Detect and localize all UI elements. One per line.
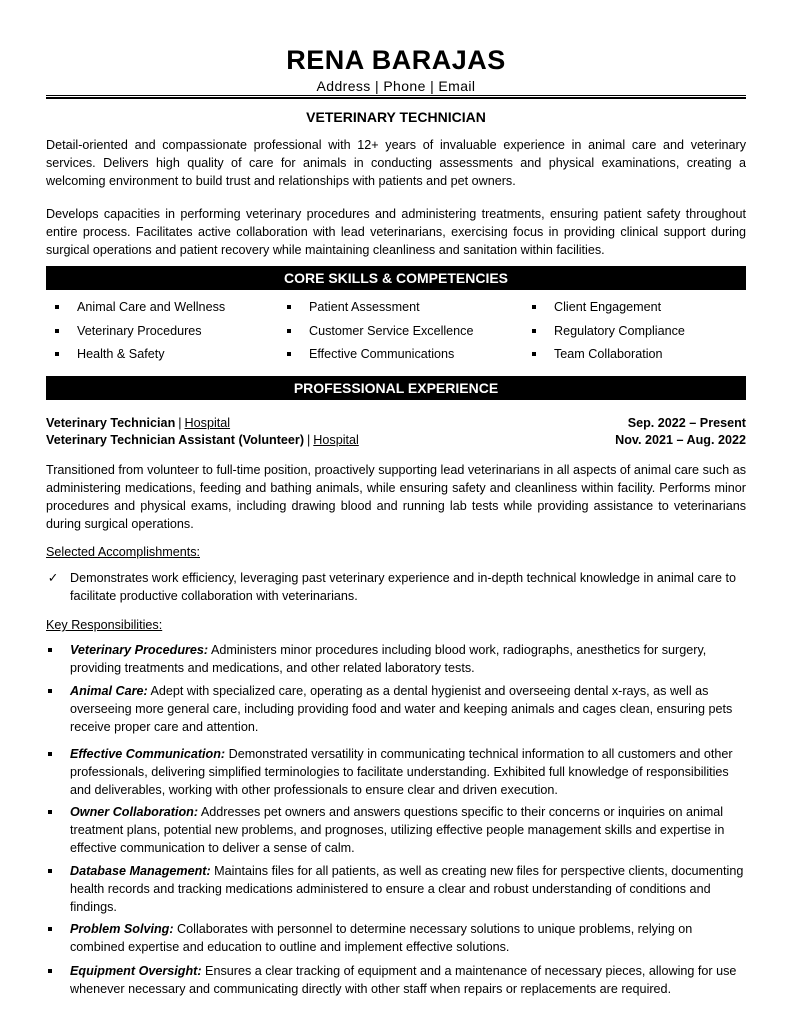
responsibilities-heading: Key Responsibilities: bbox=[46, 618, 163, 632]
position-dates: Nov. 2021 – Aug. 2022 bbox=[615, 433, 746, 447]
position-separator: | bbox=[307, 433, 311, 447]
responsibility-text: Maintains files for all patients, as well as creating new files for perspective clients, documenting health records and tracking medications administered to ensure a clear and robust understanding of conditions and findings. bbox=[70, 864, 744, 914]
bullet-square-icon bbox=[55, 329, 59, 333]
responsibility-item bbox=[70, 862, 746, 916]
responsibility-item bbox=[70, 682, 746, 736]
skill-item: Patient Assessment bbox=[309, 299, 420, 315]
responsibility-text: Administers minor procedures including blood work, radiographs, anesthetics for surgery, providing treatments and medications, and other related laboratory tests. bbox=[70, 643, 707, 675]
job-headline: VETERINARY TECHNICIAN bbox=[306, 109, 486, 125]
responsibility-lead: Problem Solving: bbox=[70, 922, 174, 936]
experience-description: Transitioned from volunteer to full-time position, proactively supporting lead veterinarians in all aspects of animal care such as administering medications, feeding and bathing animals, while ensuring safety and cleanliness within facility. Performs minor procedures and physical exams, including drawing blood and running lab tests while providing assistance to veterinarians during surgical operations. bbox=[46, 463, 746, 531]
responsibility-item bbox=[70, 745, 746, 799]
header-divider-thick bbox=[46, 97, 746, 99]
header-divider-thin bbox=[46, 95, 746, 96]
bullet-square-icon bbox=[55, 352, 59, 356]
responsibility-lead: Veterinary Procedures: bbox=[70, 643, 209, 657]
skill-item: Team Collaboration bbox=[554, 346, 663, 362]
responsibility-text: Addresses pet owners and answers questions specific to their concerns or inquiries on animal treatment plans, potential new problems, and prognoses, utilizing effective people management skills and expertise in effective communication to deliver a sense of calm. bbox=[70, 805, 725, 855]
responsibility-item bbox=[70, 641, 746, 677]
responsibility-item bbox=[70, 962, 746, 998]
responsibility-text: Collaborates with personnel to determine necessary solutions to unique problems, relying on combined expertise and education to outline and implement effective solutions. bbox=[70, 922, 693, 954]
skill-item: Regulatory Compliance bbox=[554, 323, 685, 339]
skill-item: Client Engagement bbox=[554, 299, 661, 315]
summary-paragraph-2: Develops capacities in performing veterinary procedures and administering treatments, ensuring patient safety throughout entire process. Facilitates active collaboration with lead veterinarians, exercising focus in providing clinical support during surgical operations and patient recovery while maintaining cleanliness and sanitation within facilities. bbox=[46, 207, 746, 257]
bullet-square-icon bbox=[287, 329, 291, 333]
accomplishment-item: ✓ Demonstrates work efficiency, leveraging past veterinary experience and in-depth technical knowledge in animal care to facilitate productive collaboration with veterinarians. bbox=[47, 571, 736, 603]
contact-line: Address | Phone | Email bbox=[316, 78, 476, 94]
responsibility-item bbox=[70, 803, 746, 857]
employer-name: Hospital bbox=[313, 433, 359, 447]
experience-section-header: PROFESSIONAL EXPERIENCE bbox=[46, 376, 746, 400]
responsibility-lead: Equipment Oversight: bbox=[70, 964, 202, 978]
responsibility-text: Adept with specialized care, operating as a dental hygienist and overseeing dental x-rays, as well as overseeing more general care, including providing food and water and keeping animals and cages clean, ensuring pets receive proper care and attention. bbox=[70, 684, 733, 734]
bullet-square-icon bbox=[532, 352, 536, 356]
skill-item: Effective Communications bbox=[309, 346, 454, 362]
employer-name: Hospital bbox=[184, 416, 231, 430]
bullet-square-icon bbox=[287, 352, 291, 356]
bullet-square-icon bbox=[532, 305, 536, 309]
bullet-square-icon bbox=[55, 305, 59, 309]
position-row bbox=[46, 432, 746, 448]
bullet-square-icon bbox=[48, 869, 52, 873]
summary-paragraph-1: Detail-oriented and compassionate professional with 12+ years of invaluable experience in animal care and veterinary services. Delivers high quality of care for animals in conducting assessments and physical examinations, creating a welcoming environment to build trust and relationships with patients and pet owners. bbox=[46, 138, 746, 188]
candidate-name: RENA BARAJAS bbox=[286, 45, 506, 75]
responsibility-lead: Effective Communication: bbox=[70, 747, 226, 761]
skill-item: Veterinary Procedures bbox=[77, 323, 202, 339]
skill-item: Customer Service Excellence bbox=[309, 323, 473, 339]
bullet-square-icon bbox=[532, 329, 536, 333]
bullet-square-icon bbox=[48, 648, 52, 652]
bullet-square-icon bbox=[48, 927, 52, 931]
position-row bbox=[46, 415, 746, 431]
position-title: Veterinary Technician bbox=[46, 416, 176, 430]
responsibility-lead: Animal Care: bbox=[70, 684, 148, 698]
skill-item: Health & Safety bbox=[77, 346, 165, 362]
bullet-square-icon bbox=[287, 305, 291, 309]
skills-section-header: CORE SKILLS & COMPETENCIES bbox=[46, 266, 746, 290]
responsibility-item bbox=[70, 920, 746, 956]
bullet-square-icon bbox=[48, 969, 52, 973]
responsibility-text: Demonstrated versatility in communicating technical information to all customers and other professionals, delivering simplified terminologies to facilitate understanding. Exhibited full knowledge of responsibilities and deliverables, working with other professionals to ensure clear and driven execution. bbox=[70, 747, 733, 797]
accomplishments-heading: Selected Accomplishments: bbox=[46, 545, 200, 559]
bullet-square-icon bbox=[48, 752, 52, 756]
position-title: Veterinary Technician Assistant (Volunteer) bbox=[46, 433, 305, 447]
checkmark-icon: ✓ bbox=[47, 571, 59, 585]
position-separator: | bbox=[178, 416, 182, 430]
skill-item: Animal Care and Wellness bbox=[77, 299, 225, 315]
bullet-square-icon bbox=[48, 689, 52, 693]
responsibility-text: Ensures a clear tracking of equipment and a maintenance of necessary pieces, allowing for use whenever necessary and communicating directly with other staff when repairs or replacements are required. bbox=[70, 964, 737, 996]
position-dates: Sep. 2022 – Present bbox=[627, 416, 746, 430]
responsibility-lead: Database Management: bbox=[70, 864, 211, 878]
responsibility-lead: Owner Collaboration: bbox=[70, 805, 199, 819]
bullet-square-icon bbox=[48, 810, 52, 814]
